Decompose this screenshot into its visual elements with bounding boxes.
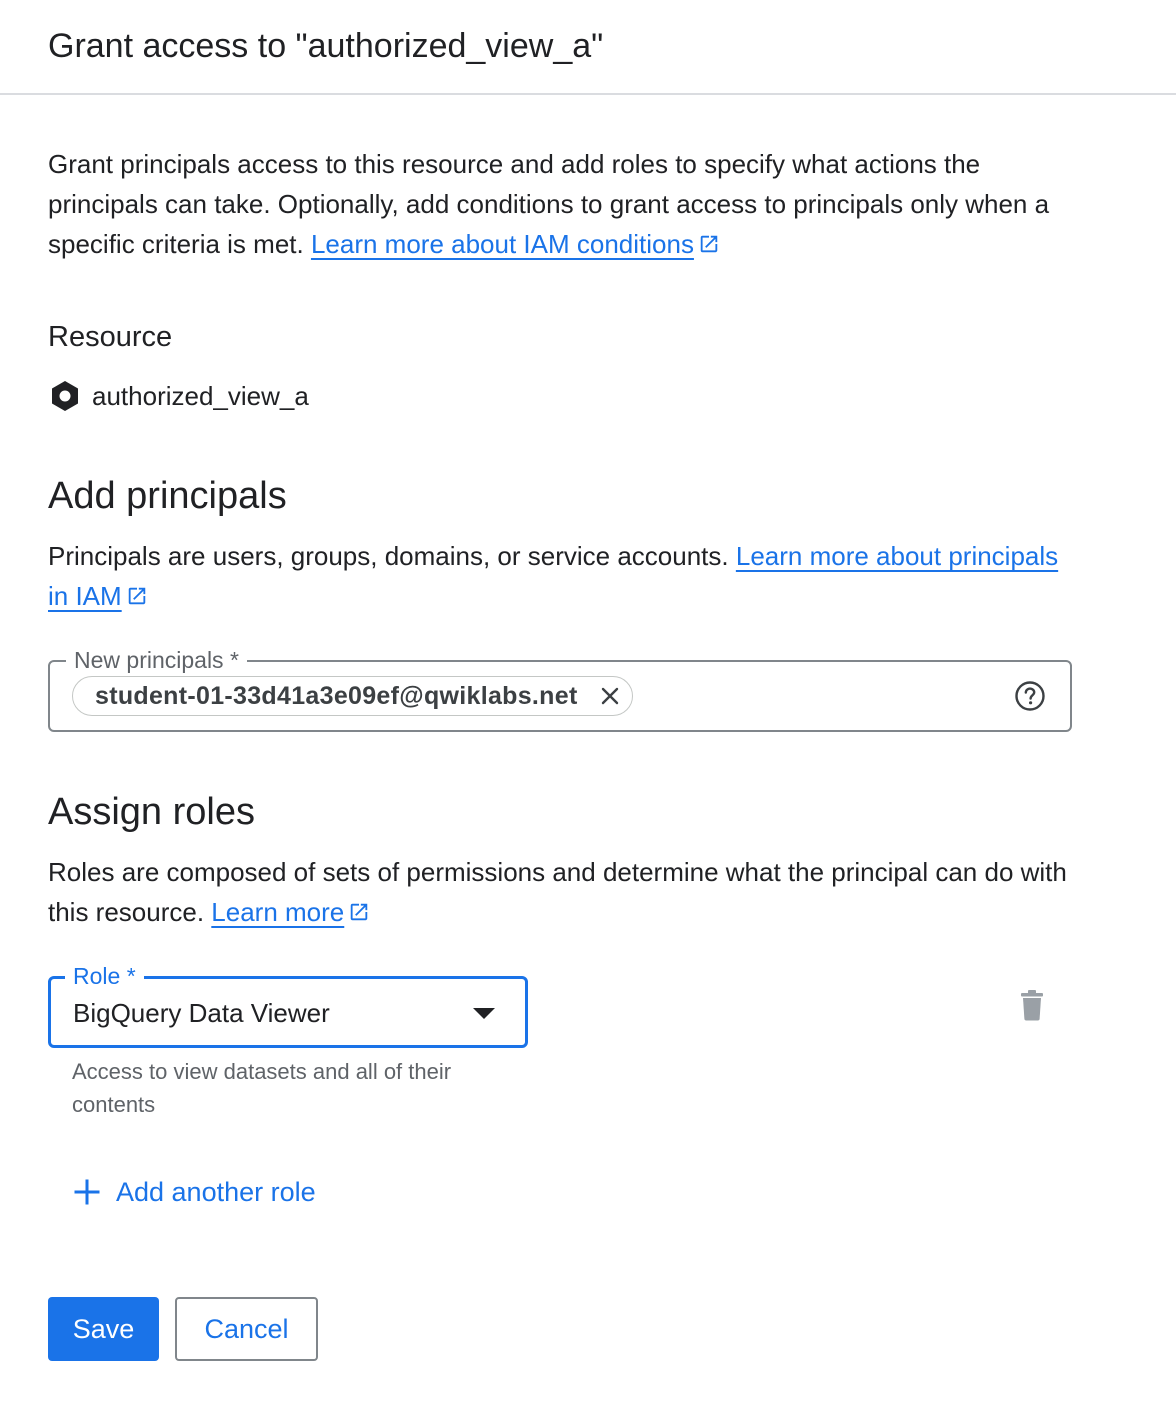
role-selected-value: BigQuery Data Viewer: [73, 998, 330, 1028]
dialog-header: [0, 0, 1176, 95]
external-link-icon: [698, 233, 720, 255]
principals-iam-link-label: Learn more about principals in IAM: [48, 541, 1059, 611]
new-principals-input[interactable]: [48, 647, 1072, 732]
principal-chip[interactable]: [72, 676, 633, 716]
resource-row: [48, 378, 309, 414]
principal-chip-label: student-01-33d41a3e09ef@qwiklabs.net: [95, 681, 578, 710]
add-principals-text: Principals are users, groups, domains, or service accounts.: [48, 541, 736, 571]
help-icon[interactable]: [1014, 680, 1046, 712]
cancel-button[interactable]: Cancel: [175, 1297, 318, 1361]
plus-icon: [72, 1177, 102, 1207]
resource-name: authorized_view_a: [92, 380, 309, 411]
close-icon[interactable]: [598, 684, 622, 708]
external-link-icon: [126, 585, 148, 607]
roles-learn-more-link-label: Learn more: [211, 897, 345, 927]
iam-conditions-link-label: Learn more about IAM conditions: [310, 229, 694, 259]
add-another-role-label: Add another role: [116, 1176, 316, 1207]
intro-text: Grant principals access to this resource and add roles to specify what actions the principals can take. Optionally, add conditions to grant access to principals only when a specific criteria is met.: [48, 149, 1050, 259]
intro-paragraph: [48, 144, 1088, 264]
dropdown-arrow-icon[interactable]: [473, 1008, 495, 1019]
trash-icon[interactable]: [1016, 988, 1048, 1022]
role-select[interactable]: [48, 963, 528, 1048]
new-principals-label: New principals *: [66, 646, 247, 674]
role-help-text: Access to view datasets and all of their contents: [72, 1059, 452, 1117]
role-label: Role *: [65, 962, 144, 990]
add-principals-heading: Add principals: [48, 475, 287, 517]
resource-label: Resource: [48, 321, 173, 353]
add-another-role-button[interactable]: [72, 1170, 316, 1214]
add-principals-description: [48, 536, 1068, 616]
assign-roles-description: [48, 852, 1068, 932]
assign-roles-text: Roles are composed of sets of permissions and determine what the principal can do with this resource.: [48, 857, 1067, 927]
assign-roles-heading: Assign roles: [48, 791, 255, 833]
bigquery-hexagon-icon: [48, 379, 82, 413]
save-button[interactable]: Save: [48, 1297, 159, 1361]
iam-conditions-link[interactable]: [311, 229, 694, 259]
dialog-title: Grant access to "authorized_view_a": [48, 27, 604, 65]
external-link-icon: [348, 901, 370, 923]
roles-learn-more-link[interactable]: [211, 897, 344, 927]
